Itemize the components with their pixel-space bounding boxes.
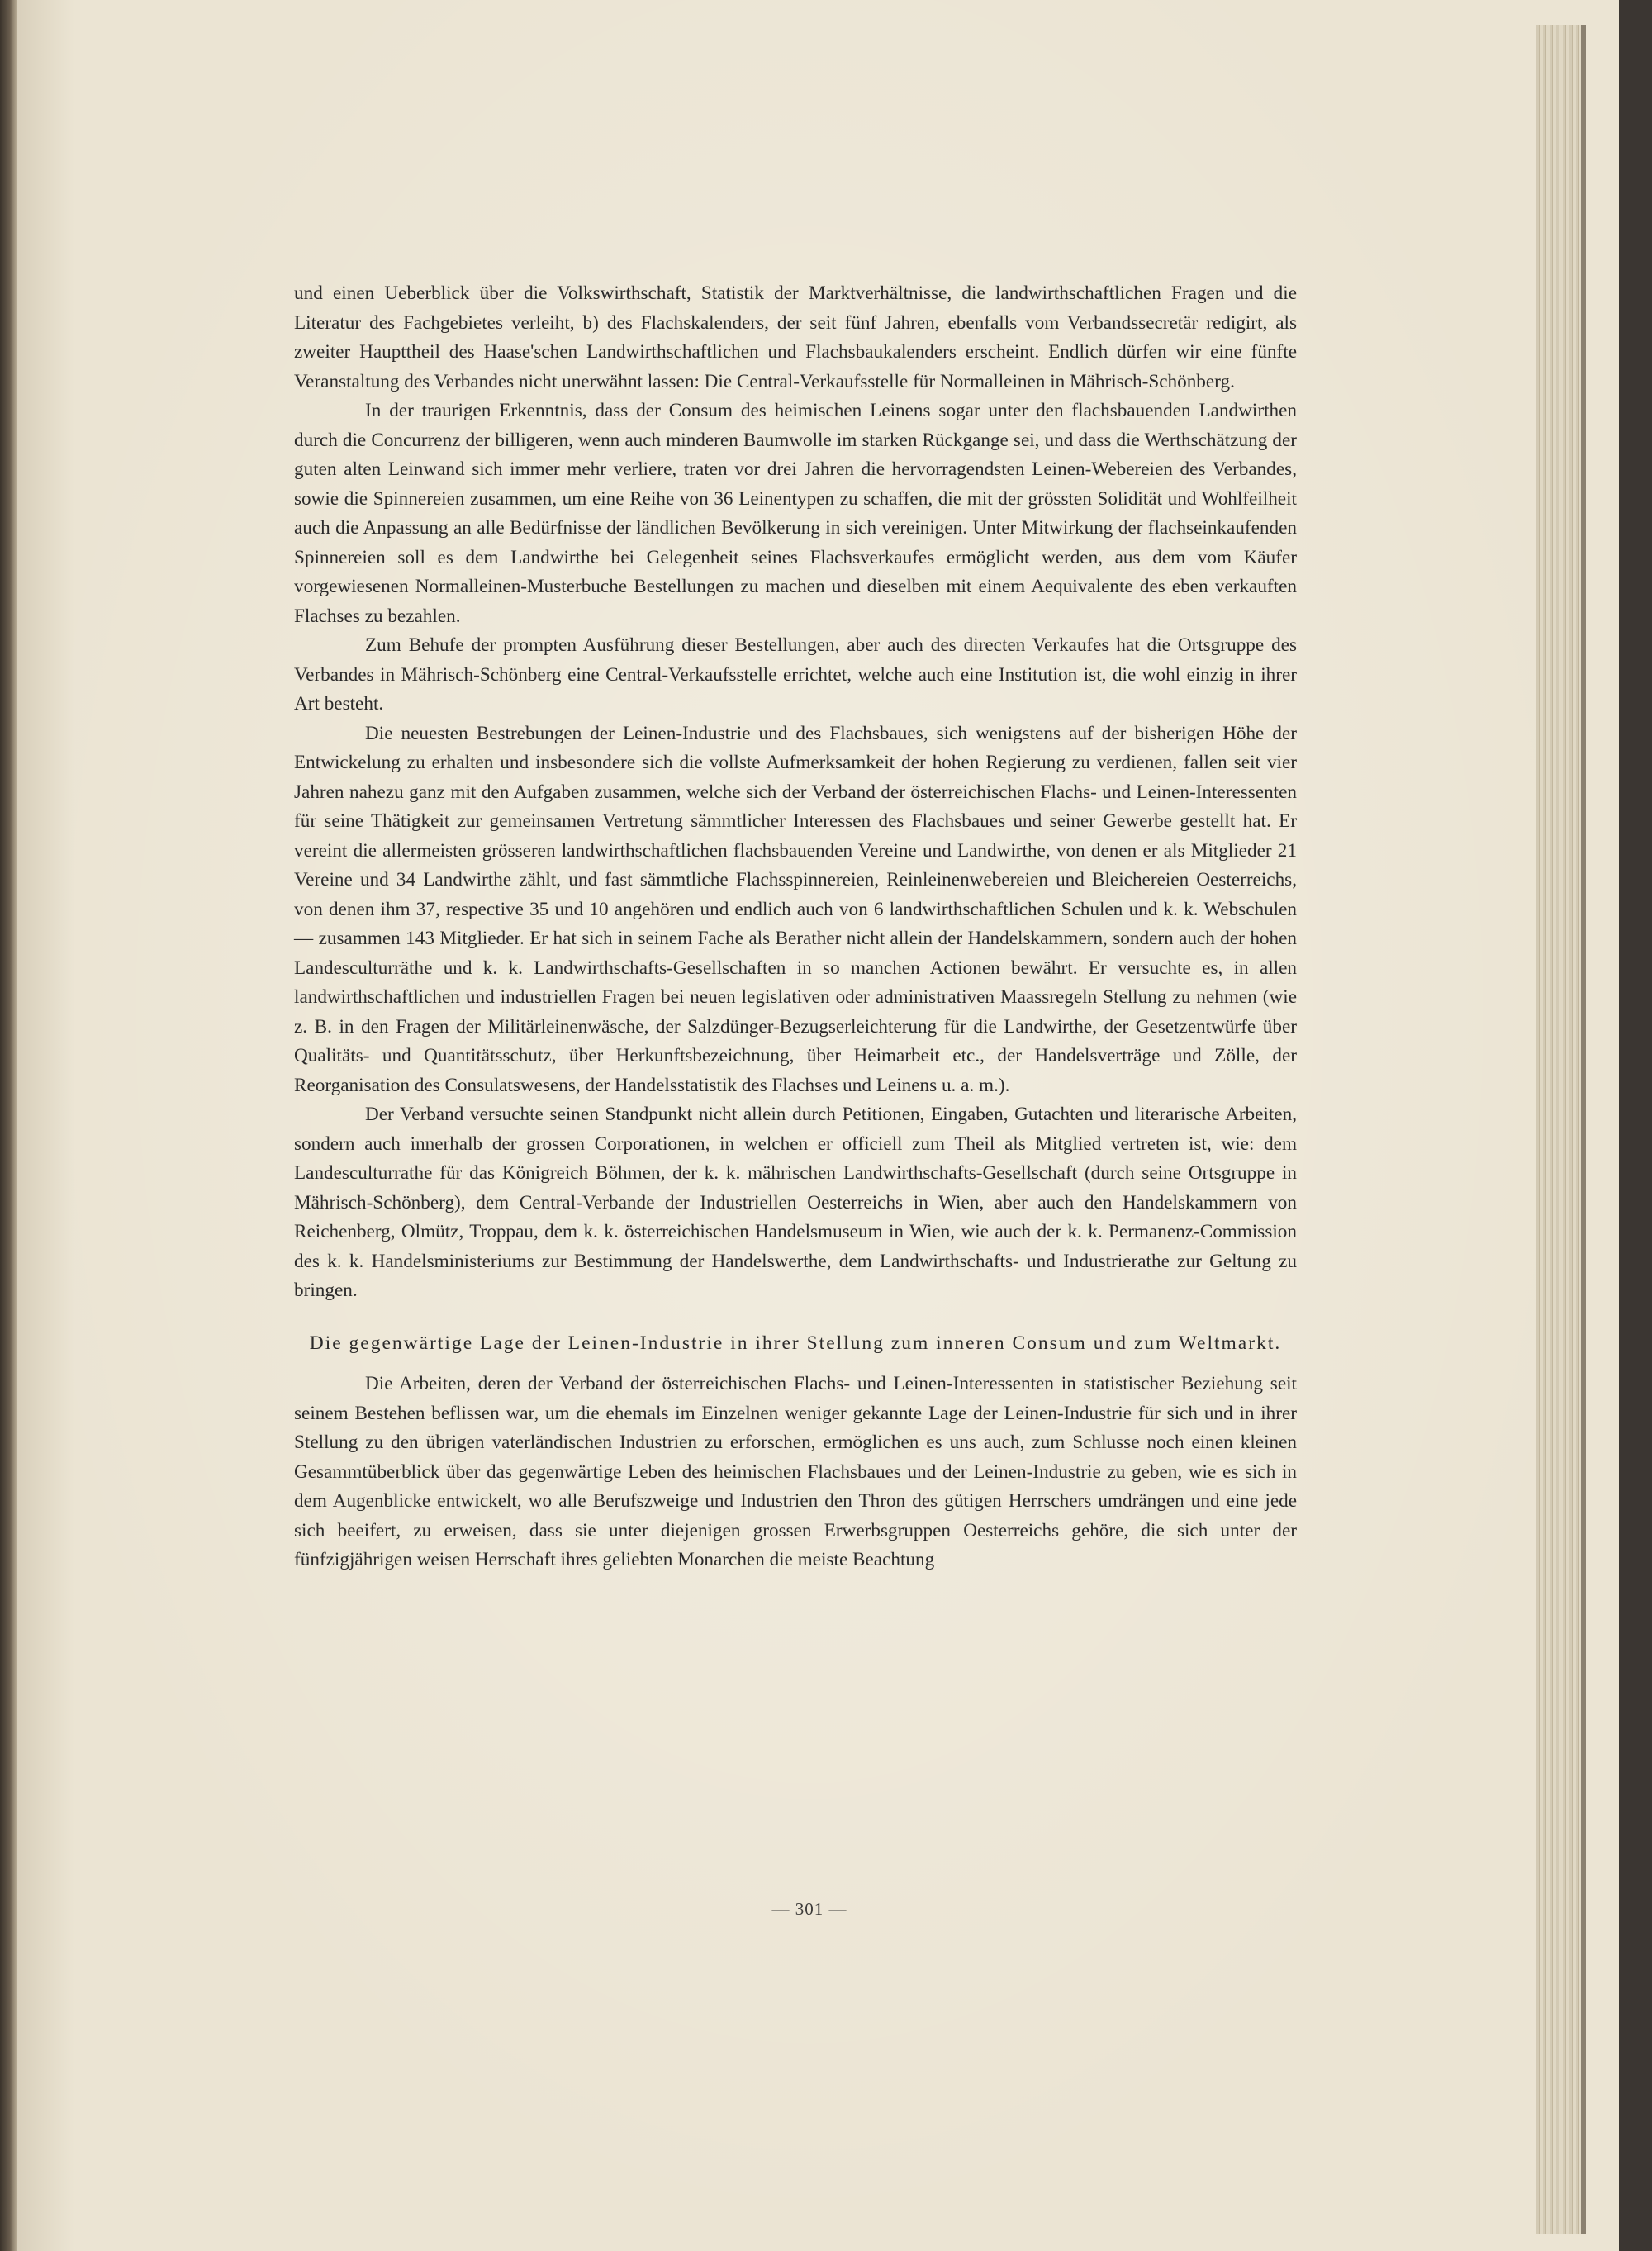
section-heading: Die gegenwärtige Lage der Leinen-Industrie in ihrer Stellung zum inneren Consum und zum Weltmarkt. bbox=[309, 1332, 1282, 1354]
paragraph: Der Verband versuchte seinen Standpunkt nicht allein durch Petitionen, Eingaben, Gutachten und literarische Arbeiten, sondern auch innerhalb der grossen Corporationen, in welchen er officiell zum Theil als Mitglied vertreten ist, wie: dem Landesculturrathe für das Königreich Böhmen, der k. k. mährischen Landwirthschafts-Gesellschaft (durch seine Ortsgruppe in Mährisch-Schönberg), dem Central-Verbande der Industriellen Oesterreichs in Wien, aber auch den Handelskammern von Reichenberg, Olmütz, Troppau, dem k. k. österreichischen Handelsmuseum in Wien, wie auch der k. k. Permanenz-Commission des k. k. Handelsministeriums zur Bestimmung der Handelswerthe, dem Landwirthschafts- und Industrierathe zur Geltung zu bringen. bbox=[294, 1104, 1297, 1301]
body-text bbox=[294, 279, 1297, 1575]
paragraph: Die Arbeiten, deren der Verband der österreichischen Flachs- und Leinen-Interessenten in statistischer Beziehung seit seinem Bestehen beflissen war, um die ehemals im Einzelnen weniger gekannte Lage der Leinen-Industrie für sich und in ihrer Stellung zu den übrigen vaterländischen Industrien zu erforschen, ermöglichen es uns auch, zum Schlusse noch einen kleinen Gesammtüberblick über das gegenwärtige Leben des heimischen Flachsbaues und der Leinen-Industrie zu geben, wie es sich in dem Augenblicke entwickelt, wo alle Berufszweige und Industrien den Thron des gütigen Herrschers umdrängen und eine jede sich beeifert, zu erweisen, dass sie unter diejenigen grossen Erwerbsgruppen Oesterreichs gehöre, die sich unter der fünfzigjährigen weisen Herrschaft ihres geliebten Monarchen die meiste Beachtung bbox=[294, 1373, 1297, 1570]
paragraph: Zum Behufe der prompten Ausführung dieser Bestellungen, aber auch des directen Verkaufes hat die Ortsgruppe des Verbandes in Mährisch-Schönberg eine Central-Verkaufsstelle errichtet, welche auch eine Institution ist, die wohl einzig in ihrer Art besteht. bbox=[294, 634, 1297, 715]
page-number: — 301 — bbox=[771, 1899, 847, 1919]
paragraph: In der traurigen Erkenntnis, dass der Consum des heimischen Leinens sogar unter den flachsbauenden Landwirthen durch die Concurrenz der billigeren, wenn auch minderen Baumwolle im starken Rückgange sei, und dass die Werthschätzung der guten alten Leinwand sich immer mehr verliere, traten vor drei Jahren die hervorragendsten Leinen-Webereien des Verbandes, sowie die Spinnereien zusammen, um eine Reihe von 36 Leinentypen zu schaffen, die mit der grössten Solidität und Wohlfeilheit auch die Anpassung an alle Bedürfnisse der ländlichen Bevölkerung in sich vereinigen. Unter Mitwirkung der flachseinkaufenden Spinnereien soll es dem Landwirthe bei Gelegenheit seines Flachsverkaufes ermöglicht werden, aus dem vom Käufer vorgewiesenen Normalleinen-Musterbuche Bestellungen zu machen und dieselben mit einem Aequivalente des eben verkauften Flachses zu bezahlen. bbox=[294, 400, 1297, 627]
paragraph: und einen Ueberblick über die Volkswirthschaft, Statistik der Marktverhältnisse, die landwirthschaftlichen Fragen und die Literatur des Fachgebietes verleiht, b) des Flachskalenders, der seit fünf Jahren, ebenfalls vom Verbandssecretär redigirt, als zweiter Haupttheil des Haase'schen Landwirthschaftlichen und Flachsbaukalenders erscheint. Endlich dürfen wir eine fünfte Veranstaltung des Verbandes nicht unerwähnt lassen: Die Central-Verkaufsstelle für Normalleinen in Mährisch-Schönberg. bbox=[294, 283, 1297, 392]
paragraph: Die neuesten Bestrebungen der Leinen-Industrie und des Flachsbaues, sich wenigstens auf der bisherigen Höhe der Entwickelung zu erhalten und insbesondere sich die vollste Aufmerksamkeit der hohen Regierung zu verdienen, fallen seit vier Jahren nahezu ganz mit den Aufgaben zusammen, welche sich der Verband der österreichischen Flachs- und Leinen-Interessenten für seine Thätigkeit zur gemeinsamen Vertretung sämmtlicher Interessen des Flachsbaues und seiner Gewerbe gestellt hat. Er vereint die allermeisten grösseren landwirthschaftlichen flachsbauenden Vereine und Landwirthe, von denen er als Mitglieder 21 Vereine und 34 Landwirthe zählt, und fast sämmtliche Flachsspinnereien, Reinleinenwebereien und Bleichereien Oesterreichs, von denen ihm 37, respective 35 und 10 angehören und endlich auch von 6 landwirthschaftlichen Schulen und k. k. Webschulen — zusammen 143 Mitglieder. Er hat sich in seinem Fache als Berather nicht allein der Handelskammern, sondern auch der hohen Landesculturräthe und k. k. Landwirthschafts-Gesellschaften in so manchen Actionen bewährt. Er versuchte es, in allen landwirthschaftlichen und industriellen Fragen bei neuen legislativen oder administrativen Maassregeln Stellung zu nehmen (wie z. B. in den Fragen der Militärleinenwäsche, der Salzdünger-Bezugserleichterung für die Landwirthe, der Gesetzentwürfe über Qualitäts- und Quantitätsschutz, über Herkunftsbezeichnung, über Heimarbeit etc., der Handelsverträge und Zölle, der Reorganisation des Consulatswesens, der Handelsstatistik des Flachses und Leinens u. a. m.). bbox=[294, 722, 1297, 1096]
